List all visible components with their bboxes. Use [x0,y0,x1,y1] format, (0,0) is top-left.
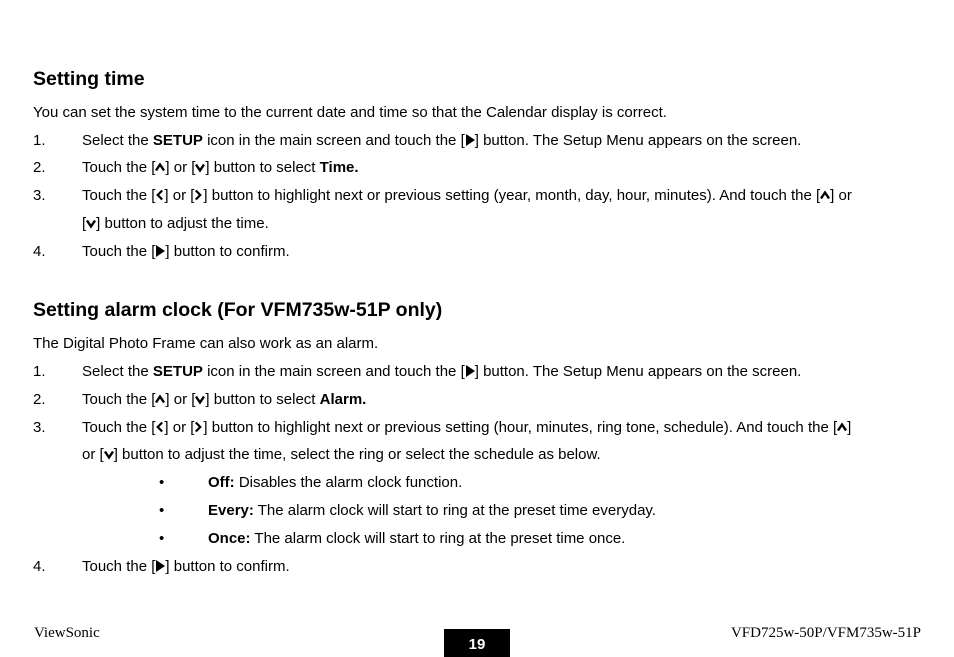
step-number: 4. [33,243,46,260]
play-right-icon [155,245,165,257]
bullet-glyph: • [159,474,165,491]
footer-model: VFD725w-50P/VFM735w-51P [730,625,921,641]
bullet-glyph: • [159,530,165,547]
step-number: 1. [33,363,46,380]
step-text: Select the SETUP icon in the main screen and touch the [ ] button. The Setup Menu appears on the screen. [82,132,802,149]
bullet-item-every: Every: The alarm clock will start to ring at the preset time everyday. [208,502,656,519]
step-number: 2. [33,159,46,176]
down-arrow-icon [86,218,96,229]
step-number: 4. [33,558,46,575]
bullet-item-off: Off: Disables the alarm clock function. [208,474,463,491]
section-heading-setting-time: Setting time [33,68,145,90]
section-intro: You can set the system time to the current date and time so that the Calendar display is correct. [33,104,667,121]
step-text: Touch the [ ] or [ ] button to select Alarm. [82,391,367,408]
step-text-continued: or [ ] button to adjust the time, select the ring or select the schedule as below. [82,446,601,463]
up-arrow-icon [837,422,847,433]
step-number: 3. [33,187,46,204]
step-text: Touch the [ ] button to confirm. [82,558,290,575]
play-right-icon [465,365,475,377]
section-heading-setting-alarm: Setting alarm clock (For VFM735w-51P only) [33,299,443,321]
step-number: 1. [33,132,46,149]
up-arrow-icon [155,162,165,173]
section-intro: The Digital Photo Frame can also work as an alarm. [33,335,379,352]
footer-brand: ViewSonic [34,625,100,641]
up-arrow-icon [155,394,165,405]
step-text: Touch the [ ] button to confirm. [82,243,290,260]
step-number: 2. [33,391,46,408]
play-right-icon [465,134,475,146]
step-text: Select the SETUP icon in the main screen and touch the [ ] button. The Setup Menu appears on the screen. [82,363,802,380]
step-text: Touch the [ ] or [ ] button to highlight next or previous setting (hour, minutes, ring tone, schedule). And touch the [ ] [82,419,852,436]
step-text-continued: [ ] button to adjust the time. [82,215,269,232]
bullet-glyph: • [159,502,165,519]
down-arrow-icon [104,449,114,460]
step-text: Touch the [ ] or [ ] button to highlight next or previous setting (year, month, day, hour, minutes). And touch the [ ] or [82,187,852,204]
step-number: 3. [33,419,46,436]
step-text: Touch the [ ] or [ ] button to select Time. [82,159,359,176]
bullet-item-once: Once: The alarm clock will start to ring at the preset time once. [208,530,626,547]
down-arrow-icon [195,394,205,405]
down-arrow-icon [195,162,205,173]
page-number: 19 [444,629,510,657]
play-right-icon [155,560,165,572]
up-arrow-icon [820,190,830,201]
